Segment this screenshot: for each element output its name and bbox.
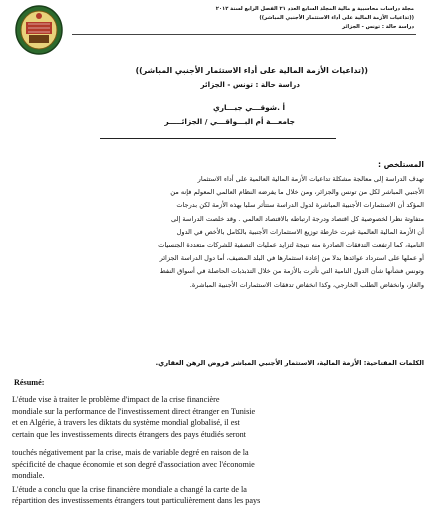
paper-title: ((تداعيات الأزمة المالية على أداء الاستثمار الأجنبي المباشر)) (135, 66, 368, 75)
arabic-abstract-line: متفاوتة نظرا لخصوصية كل اقتصاد ودرجة ارتباطه بالاقتصاد العالمي . وقد خلصت الدراسة إلى (170, 214, 424, 223)
french-abstract-paragraph-1-cont (12, 447, 346, 507)
journal-header (12, 4, 420, 60)
arabic-abstract-line: وتونس فشأنها شأن الدول النامية التي تأثرت بالأزمة من خلال التذبذبات الحاصلة في أسواق النفط (159, 267, 424, 276)
running-title-line: ((تداعيات الأزمة المالية على أداء الاستثمار الأجنبي المباشر)) (259, 15, 414, 21)
french-abstract-line: mondiale. (12, 471, 45, 481)
arabic-abstract-line: النامية، كما ارتفعت التدفقات الصادرة منه نتيجة لتزايد عمليات التصفية للشركات متعددة الجنسيات (158, 241, 424, 250)
french-abstract-line: touchés négativement par la crise, mais de variable degré en raison de la (12, 448, 249, 457)
case-study-line: دراسة حالة : تونس - الجزائر (342, 24, 414, 30)
french-abstract-line: mondiale sur la performance de l'investissement direct étranger en Tunisie (12, 406, 256, 416)
paper-subtitle: دراسة حالة : تونس - الجزائر (200, 80, 300, 89)
french-abstract-line: répartition des investissements étrangers tout particulièrement dans les pays (12, 496, 261, 506)
french-abstract-line: L'étude a conclu que la crise financière mondiale a changé la carte de la (12, 484, 247, 494)
french-abstract-heading: Résumé: (14, 378, 45, 387)
author-name: أ .شوقـــي جبـــاري (212, 103, 285, 112)
arabic-abstract-line: أن الأزمة المالية العالمية غيرت خارطة توزيع الاستثمارات الأجنبية بالكامل بالأخص في الدول (176, 227, 424, 236)
arabic-abstract-line: الأجنبي المباشر لكل من تونس والجزائر، ومن خلال ما يفرضه النظام العالمي المعولم فإنه من (170, 188, 424, 197)
arabic-abstract-line: أو عملها على استرداد عوائدها بدلا من إعادة استثمارها في البلد المضيف، أما دول الدراسة الجزائر (159, 254, 424, 263)
journal-info-line: مجلة دراسات محاسبية و مالية المجلد السابع العدد ٢١ الفصل الرابع لسنة ٢٠١٢ (215, 6, 414, 12)
header-divider (72, 34, 416, 35)
arabic-abstract-body (10, 173, 424, 292)
arabic-abstract-line: المؤكد أن الاستثمارات الأجنبية المباشرة لدول الدراسة ستتأثر سلبا بهذه الأزمة لكن بدرجات (176, 201, 424, 210)
arabic-abstract-line: تهدف الدراسة إلى معالجة مشكلة تداعيات الأزمة المالية العالمية على أداء الاستثمار (197, 175, 424, 183)
arabic-abstract-line: والغاز، وانخفاض الطلب الخارجي، وكذا انخفاض تدفقات الاستثمارات الأجنبية المباشرة. (189, 280, 424, 289)
french-abstract-line: et en Algérie, à travers les diktats du système mondial globalisé, il est (12, 418, 240, 428)
title-divider (100, 138, 336, 139)
journal-logo-icon (14, 4, 64, 56)
author-affiliation: جامعـــة أم البـــواقـــي / الجزائـــــر (164, 117, 295, 126)
arabic-keywords: الكلمات المفتاحية: الأزمة المالية، الاستثمار الأجنبي المباشر قروض الرهن العقاري. (155, 359, 424, 367)
arabic-abstract-heading: المستلخص : (378, 160, 424, 169)
french-abstract-paragraph-1 (12, 394, 346, 440)
french-abstract-line: certain que les investissements directs étrangers des pays étudiés seront (12, 429, 246, 439)
french-abstract-line: spécificité de chaque économie et son degré d'association avec l'économie (12, 459, 255, 469)
french-abstract-line: L'étude vise à traiter le problème d'impact de la crise financière (12, 395, 220, 404)
